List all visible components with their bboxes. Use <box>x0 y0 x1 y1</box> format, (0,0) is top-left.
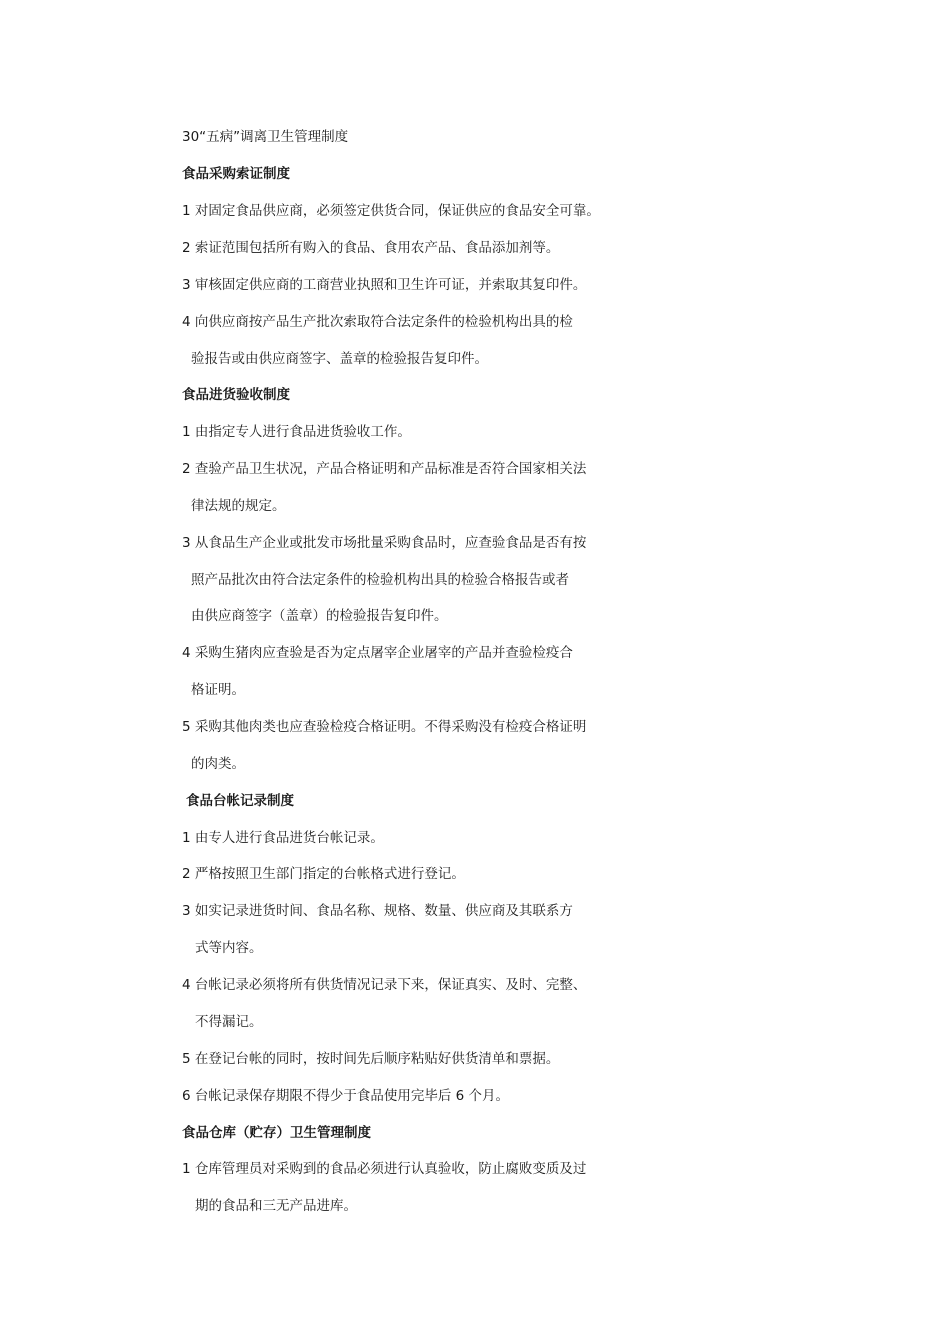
document-line: 2 查验产品卫生状况，产品合格证明和产品标准是否符合国家相关法 <box>182 461 587 477</box>
document-line: 2 严格按照卫生部门指定的台帐格式进行登记。 <box>182 866 465 882</box>
document-line: 1 由专人进行食品进货台帐记录。 <box>182 830 384 846</box>
document-line: 3 审核固定供应商的工商营业执照和卫生许可证，并索取其复印件。 <box>182 277 587 293</box>
document-line: 律法规的规定。 <box>191 498 286 514</box>
document-line: 的肉类。 <box>191 756 245 772</box>
document-line: 5 采购其他肉类也应查验检疫合格证明。不得采购没有检疫合格证明 <box>182 719 587 735</box>
document-line: 30“五病”调离卫生管理制度 <box>182 129 349 145</box>
document-line: 1 仓库管理员对采购到的食品必须进行认真验收，防止腐败变质及过 <box>182 1161 587 1177</box>
document-line: 不得漏记。 <box>195 1014 263 1030</box>
document-line: 照产品批次由符合法定条件的检验机构出具的检验合格报告或者 <box>191 572 569 588</box>
document-line: 格证明。 <box>191 682 245 698</box>
document-line: 3 从食品生产企业或批发市场批量采购食品时，应查验食品是否有按 <box>182 535 587 551</box>
document-line: 4 台帐记录必须将所有供货情况记录下来，保证真实、及时、完整、 <box>182 977 587 993</box>
section-heading-receiving: 食品进货验收制度 <box>182 387 290 403</box>
document-page <box>182 0 882 1344</box>
section-heading-warehouse: 食品仓库（贮存）卫生管理制度 <box>182 1125 371 1141</box>
document-line: 1 由指定专人进行食品进货验收工作。 <box>182 424 411 440</box>
document-line: 6 台帐记录保存期限不得少于食品使用完毕后 6 个月。 <box>182 1088 510 1104</box>
document-line: 3 如实记录进货时间、食品名称、规格、数量、供应商及其联系方 <box>182 903 573 919</box>
section-heading-ledger: 食品台帐记录制度 <box>186 793 294 809</box>
document-line: 验报告或由供应商签字、盖章的检验报告复印件。 <box>191 351 488 367</box>
document-line: 2 索证范围包括所有购入的食品、食用农产品、食品添加剂等。 <box>182 240 560 256</box>
document-line: 由供应商签字（盖章）的检验报告复印件。 <box>191 608 448 624</box>
document-line: 4 采购生猪肉应查验是否为定点屠宰企业屠宰的产品并查验检疫合 <box>182 645 573 661</box>
document-line: 期的食品和三无产品进库。 <box>195 1198 357 1214</box>
document-line: 5 在登记台帐的同时，按时间先后顺序粘贴好供货清单和票据。 <box>182 1051 560 1067</box>
document-line: 式等内容。 <box>195 940 263 956</box>
section-heading-procurement: 食品采购索证制度 <box>182 166 290 182</box>
document-line: 4 向供应商按产品生产批次索取符合法定条件的检验机构出具的检 <box>182 314 573 330</box>
document-line: 1 对固定食品供应商，必须签定供货合同，保证供应的食品安全可靠。 <box>182 203 600 219</box>
